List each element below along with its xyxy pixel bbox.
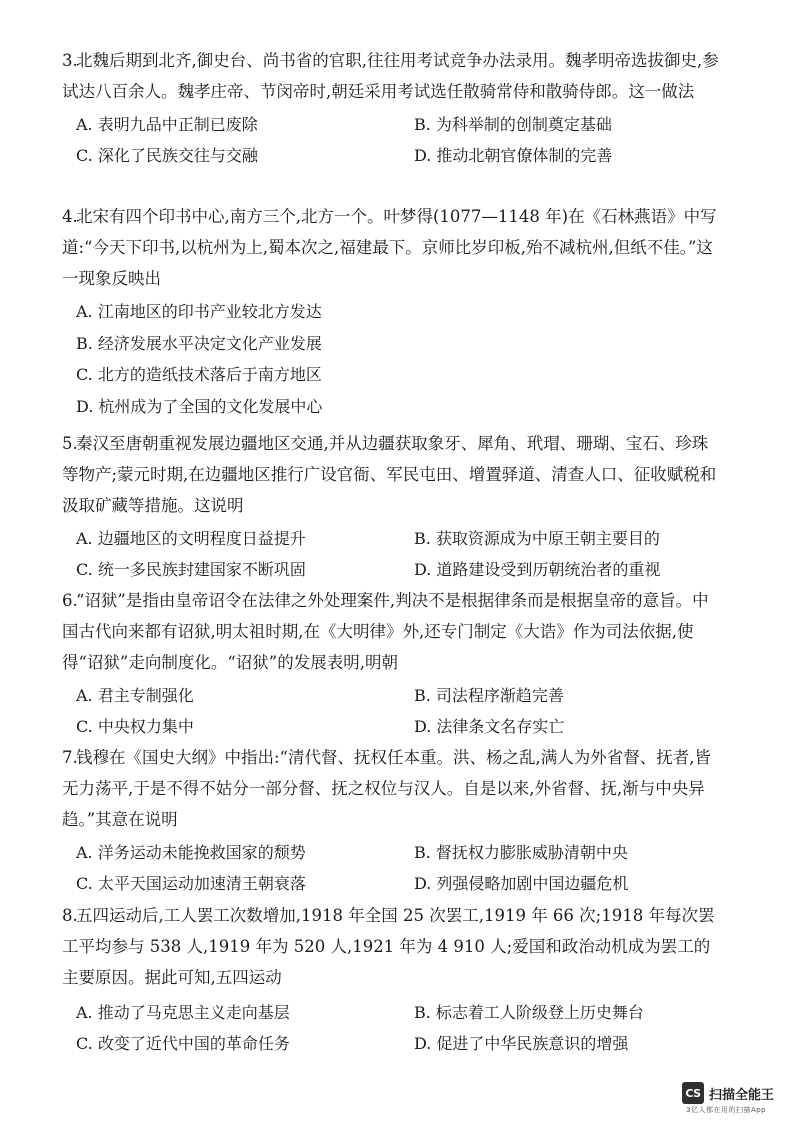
question-number: 5. <box>62 434 78 453</box>
option-c[interactable]: C. 深化了民族交往与交融 <box>76 146 258 165</box>
option-d[interactable]: D. 推动北朝官僚体制的完善 <box>414 146 613 165</box>
option-d[interactable]: D. 列强侵略加剧中国边疆危机 <box>414 874 629 893</box>
option-c[interactable]: C. 改变了近代中国的革命任务 <box>76 1034 290 1053</box>
camscanner-logo-icon: CS <box>682 1082 704 1104</box>
question-text: 北宋有四个印书中心,南方三个,北方一个。叶梦得(1077—1148 年)在《石林燕语》中写道:“今天下印书,以杭州为上,蜀本次之,福建最下。京师比岁印板,殆不减杭州,但纸不佳。”这一现象反映出 <box>62 207 717 288</box>
question-7 <box>0 742 794 899</box>
option-c[interactable]: C. 北方的造纸技术落后于南方地区 <box>76 365 322 384</box>
options-list <box>0 296 794 422</box>
question-8 <box>0 900 794 1057</box>
option-d[interactable]: D. 法律条文名存实亡 <box>414 717 565 736</box>
question-number: 4. <box>62 207 78 226</box>
option-a[interactable]: A. 边疆地区的文明程度日益提升 <box>76 529 306 548</box>
question-text: 五四运动后,工人罢工次数增加,1918 年全国 25 次罢工,1919 年 66 次;1918 年每次罢工平均参与 538 人,1919 年为 520 人,1921 年为 4 910 人;爱国和政治动机成为罢工的主要原因。据此可知,五四运动 <box>62 906 715 987</box>
option-a[interactable]: A. 君主专制强化 <box>76 686 194 705</box>
option-a[interactable]: A. 洋务运动未能挽救国家的颓势 <box>76 843 306 862</box>
scanner-brand: 扫描全能王 <box>709 1087 775 1103</box>
option-a[interactable]: A. 表明九品中正制已废除 <box>76 115 258 134</box>
question-text: 北魏后期到北齐,御史台、尚书省的官职,往往用考试竞争办法录用。魏孝明帝选拔御史,参试达八百余人。魏孝庄帝、节闵帝时,朝廷采用考试选任散骑常侍和散骑侍郎。这一做法 <box>62 51 719 101</box>
option-b[interactable]: B. 司法程序渐趋完善 <box>414 686 564 705</box>
option-b[interactable]: B. 获取资源成为中原王朝主要目的 <box>414 529 660 548</box>
question-text: “诏狱”是指由皇帝诏令在法律之外处理案件,判决不是根据律条而是根据皇帝的意旨。中国古代向来都有诏狱,明太祖时期,在《大明律》外,还专门制定《大诰》作为司法依据,使得“诏狱”走向制度化。“诏狱”的发展表明,明朝 <box>62 591 709 672</box>
option-c[interactable]: C. 统一多民族封建国家不断巩固 <box>76 560 306 579</box>
option-d[interactable]: D. 道路建设受到历朝统治者的重视 <box>414 560 661 579</box>
question-number: 7. <box>62 748 78 767</box>
question-number: 3. <box>62 51 78 70</box>
question-number: 6. <box>62 591 78 610</box>
option-d[interactable]: D. 杭州成为了全国的文化发展中心 <box>76 396 323 416</box>
question-stem <box>0 201 794 294</box>
question-text: 钱穆在《国史大纲》中指出:“清代督、抚权任本重。洪、杨之乱,满人为外省督、抚者,皆无力荡平,于是不得不姑分一部分督、抚之权位与汉人。自是以来,外省督、抚,渐与中央异趋。”其意在说明 <box>62 748 711 829</box>
question-stem <box>0 428 794 521</box>
question-text: 秦汉至唐朝重视发展边疆地区交通,并从边疆获取象牙、犀角、玳瑁、珊瑚、宝石、珍珠等物产;蒙元时期,在边疆地区推行广设官衙、军民屯田、增置驿道、清查人口、征收赋税和汲取矿藏等措施。这说明 <box>62 434 717 515</box>
option-b[interactable]: B. 督抚权力膨胀威胁清朝中央 <box>414 843 628 862</box>
question-stem <box>0 585 794 678</box>
question-stem <box>0 900 794 993</box>
options-grid <box>0 111 794 173</box>
option-a[interactable]: A. 推动了马克思主义走向基层 <box>76 1003 290 1022</box>
options-grid <box>0 682 794 744</box>
scanner-watermark <box>682 1082 774 1104</box>
option-b[interactable]: B. 经济发展水平决定文化产业发展 <box>76 333 322 353</box>
option-b[interactable]: B. 为科举制的创制奠定基础 <box>414 115 612 134</box>
option-c[interactable]: C. 太平天国运动加速清王朝衰落 <box>76 874 306 893</box>
option-c[interactable]: C. 中央权力集中 <box>76 717 194 736</box>
scanner-tagline: 3亿人都在用的扫描App <box>686 1106 767 1114</box>
option-b[interactable]: B. 标志着工人阶级登上历史舞台 <box>414 1003 644 1022</box>
options-grid <box>0 525 794 587</box>
option-a[interactable]: A. 江南地区的印书产业较北方发达 <box>76 302 322 321</box>
question-stem <box>0 742 794 835</box>
question-6 <box>0 585 794 742</box>
question-4 <box>0 201 794 422</box>
question-stem <box>0 45 794 107</box>
option-d[interactable]: D. 促进了中华民族意识的增强 <box>414 1034 629 1053</box>
question-5 <box>0 428 794 585</box>
question-number: 8. <box>62 906 78 925</box>
options-grid <box>0 999 794 1061</box>
question-3 <box>0 45 794 171</box>
options-grid <box>0 839 794 901</box>
